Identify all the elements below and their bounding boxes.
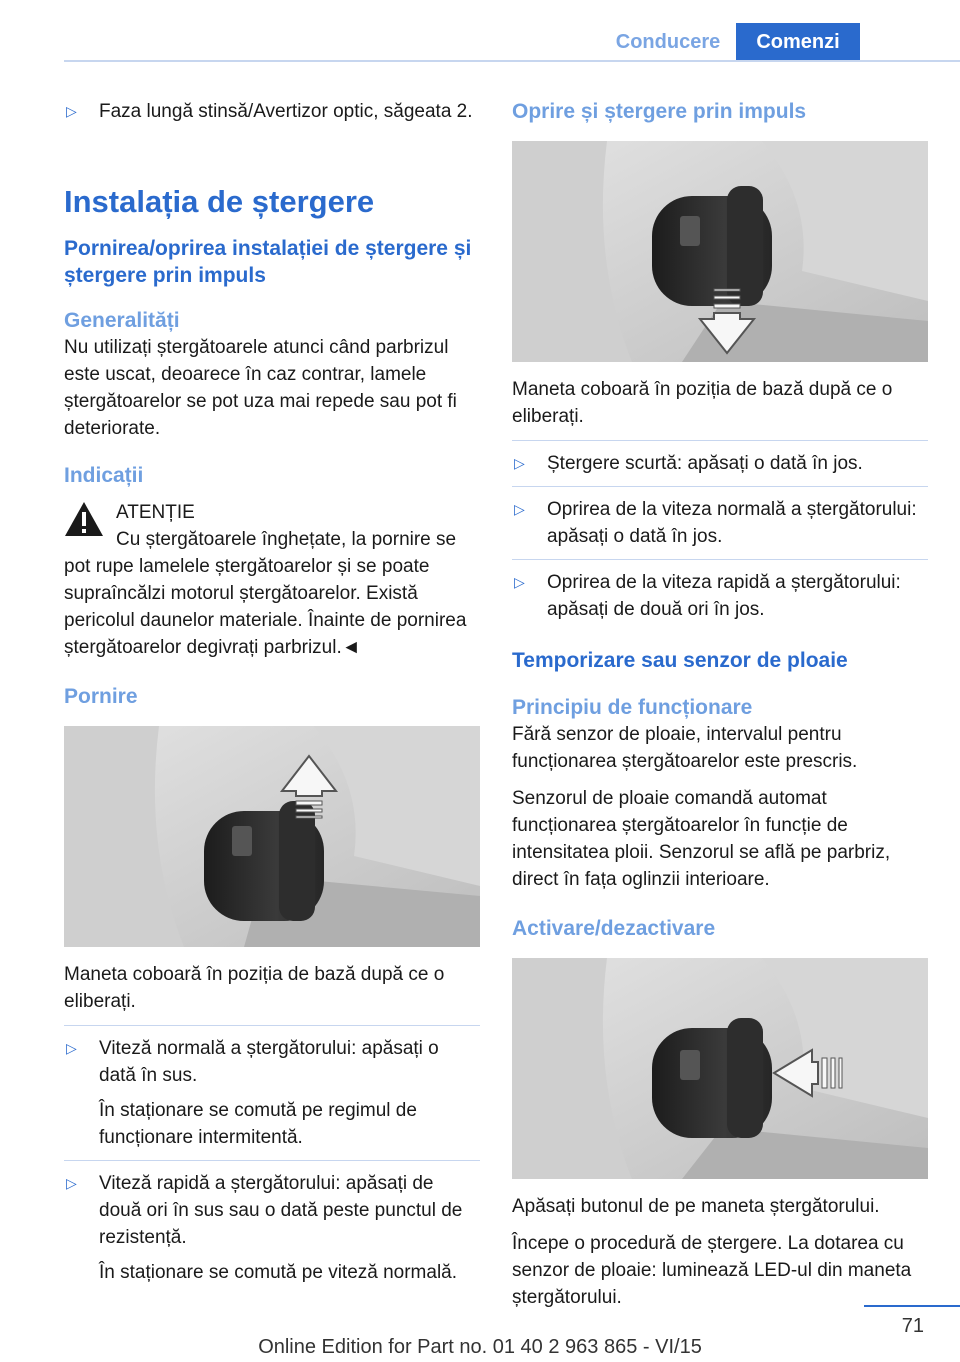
heading-general: Generalități bbox=[64, 309, 180, 332]
bullet-triangle-icon: ▷ bbox=[514, 455, 525, 471]
list-item bbox=[512, 450, 928, 477]
warning-first-line: Cu ștergătoarele înghețate, la pornire se bbox=[116, 529, 457, 550]
list-item bbox=[512, 496, 928, 550]
heading-temporization: Temporizare sau senzor de ploaie bbox=[512, 649, 848, 672]
bullet-subtext: În staționare se comută pe regimul de funcționare intermitentă. bbox=[99, 1100, 417, 1148]
principle-paragraph-1: Fără senzor de ploaie, intervalul pentru funcționarea ștergătoarelor este prescris. bbox=[512, 724, 858, 772]
header-rule bbox=[64, 60, 960, 62]
activation-paragraph-1: Apăsați butonul de pe maneta ștergătorului. bbox=[512, 1196, 880, 1217]
edition-footer: Online Edition for Part no. 01 40 2 963 865 - VI/15 bbox=[258, 1336, 702, 1358]
heading-activation: Activare/dezactivare bbox=[512, 917, 716, 940]
page-header bbox=[0, 0, 960, 62]
heading-start: Pornire bbox=[64, 685, 138, 708]
warning-title: ATENȚIE bbox=[116, 502, 195, 523]
bullet-triangle-icon: ▷ bbox=[514, 574, 525, 590]
left-column bbox=[64, 98, 480, 1286]
return-paragraph: Maneta coboară în poziția de bază după ce o eliberați. bbox=[512, 379, 893, 427]
right-column bbox=[512, 98, 928, 1311]
list-item bbox=[64, 1035, 480, 1151]
bullet-text: Faza lungă stinsă/Avertizor optic, săgeata 2. bbox=[99, 101, 473, 122]
wiper-lever-down-photo bbox=[512, 141, 928, 362]
warning-block bbox=[64, 499, 480, 661]
warning-body: pot rupe lamelele ștergătoarelor și se poate supraîncălzi motorul ștergătoarelor. Există pericolul daunelor materiale. Înainte de pornirea ștergătoarelor degivrați parbrizul.◄ bbox=[64, 556, 467, 658]
activation-paragraph-2: Începe o procedură de ștergere. La dotarea cu senzor de ploaie: luminează LED-ul din maneta ștergătorului. bbox=[512, 1233, 912, 1308]
header-chapter-tab[interactable]: Comenzi bbox=[736, 23, 860, 62]
divider bbox=[64, 1025, 480, 1026]
bullet-triangle-icon: ▷ bbox=[66, 1175, 77, 1191]
return-paragraph: Maneta coboară în poziția de bază după ce o eliberați. bbox=[64, 964, 445, 1012]
wiper-lever-up-photo bbox=[64, 726, 480, 947]
heading-principle: Principiu de funcționare bbox=[512, 696, 753, 719]
heading-indications: Indicații bbox=[64, 464, 144, 487]
list-item bbox=[64, 98, 480, 125]
principle-paragraph-2: Senzorul de ploaie comandă automat funcționarea ștergătoarelor în funcție de intensitatea ploii. Senzorul se află pe parbriz, direct în fața oglinzii interioare. bbox=[512, 788, 891, 890]
warning-triangle-icon bbox=[64, 501, 104, 537]
general-paragraph: Nu utilizați ștergătoarele atunci când parbrizul este uscat, deoarece în caz contrar, lamele ștergătoarelor se pot uza mai repede sau pot fi deteriorate. bbox=[64, 337, 457, 439]
bullet-triangle-icon: ▷ bbox=[66, 1040, 77, 1056]
divider bbox=[512, 486, 928, 487]
list-item bbox=[64, 1170, 480, 1286]
footer-rule bbox=[864, 1305, 960, 1307]
divider bbox=[512, 559, 928, 560]
heading-stop: Oprire și ștergere prin impuls bbox=[512, 100, 807, 123]
bullet-triangle-icon: ▷ bbox=[514, 501, 525, 517]
bullet-text: Viteză rapidă a ștergătorului: apăsați de două ori în sus sau o dată peste punctul de rezistență. bbox=[99, 1173, 463, 1248]
bullet-text: Viteză normală a ștergătorului: apăsați o dată în sus. bbox=[99, 1038, 439, 1086]
bullet-text: Ștergere scurtă: apăsați o dată în jos. bbox=[547, 453, 863, 474]
divider bbox=[512, 440, 928, 441]
bullet-text: Oprirea de la viteza rapidă a ștergătorului: apăsați de două ori în jos. bbox=[547, 572, 901, 620]
page-number: 71 bbox=[901, 1315, 924, 1337]
bullet-text: Oprirea de la viteza normală a ștergătorului: apăsați o dată în jos. bbox=[547, 499, 917, 547]
list-item bbox=[512, 569, 928, 623]
bullet-triangle-icon: ▷ bbox=[66, 103, 77, 119]
subsection-title: Pornirea/oprirea instalației de ștergere și ștergere prin impuls bbox=[64, 237, 472, 287]
section-title: Instalația de ștergere bbox=[64, 184, 375, 219]
header-section-tab[interactable]: Conducere bbox=[615, 31, 721, 53]
wiper-button-photo bbox=[512, 958, 928, 1179]
divider bbox=[64, 1160, 480, 1161]
bullet-subtext: În staționare se comută pe viteză normală. bbox=[99, 1262, 458, 1283]
